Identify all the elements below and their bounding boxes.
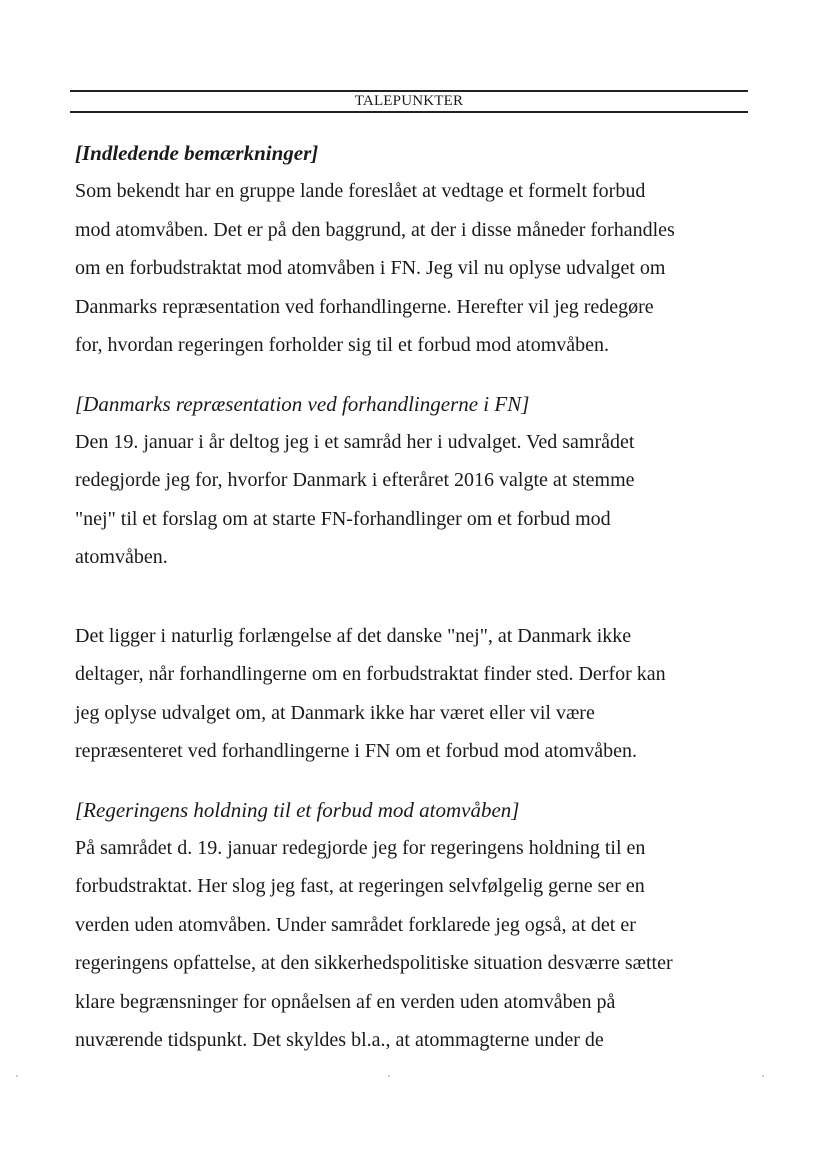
scan-speck xyxy=(388,1075,390,1077)
text-line: for, hvordan regeringen forholder sig til et forbud mod atomvåben. xyxy=(75,334,610,356)
paragraph xyxy=(75,423,755,577)
header-title: TALEPUNKTER xyxy=(354,93,464,109)
document-body xyxy=(75,134,755,1060)
section-heading: [Danmarks repræsentation ved forhandlingerne i FN] xyxy=(75,391,530,416)
page-header xyxy=(70,90,748,118)
text-line: redegjorde jeg for, hvorfor Danmark i efteråret 2016 valgte at stemme xyxy=(75,469,635,491)
paragraph xyxy=(75,617,755,771)
section-heading: [Regeringens holdning til et forbud mod atomvåben] xyxy=(75,797,520,822)
text-line: jeg oplyse udvalget om, at Danmark ikke har været eller vil være xyxy=(75,701,595,724)
section-heading: [Indledende bemærkninger] xyxy=(75,141,319,165)
text-line: mod atomvåben. Det er på den baggrund, at der i disse måneder forhandles xyxy=(75,218,675,241)
scan-speck xyxy=(762,1075,764,1077)
paragraph-spacer xyxy=(75,577,755,617)
section-spacer xyxy=(75,771,755,791)
text-line: Det ligger i naturlig forlængelse af det danske "nej", at Danmark ikke xyxy=(75,624,632,647)
scan-speck xyxy=(16,1075,18,1077)
text-line: Den 19. januar i år deltog jeg i et samråd her i udvalget. Ved samrådet xyxy=(75,430,635,453)
section-denmark-representation xyxy=(75,385,755,771)
section-spacer xyxy=(75,365,755,385)
text-line: om en forbudstraktat mod atomvåben i FN. Jeg vil nu oplyse udvalget om xyxy=(75,257,666,279)
text-line: På samrådet d. 19. januar redegjorde jeg for regeringens holdning til en xyxy=(75,836,646,859)
paragraph xyxy=(75,172,755,365)
text-line: verden uden atomvåben. Under samrådet forklarede jeg også, at det er xyxy=(75,913,636,936)
text-line: atomvåben. xyxy=(75,546,168,568)
section-government-position xyxy=(75,791,755,1060)
text-line: repræsenteret ved forhandlingerne i FN om et forbud mod atomvåben. xyxy=(75,740,638,762)
section-introductory-remarks xyxy=(75,134,755,365)
header-bottom-rule xyxy=(70,111,748,113)
text-line: Som bekendt har en gruppe lande foreslået at vedtage et formelt forbud xyxy=(75,180,646,202)
paragraph xyxy=(75,829,755,1060)
text-line: "nej" til et forslag om at starte FN-forhandlinger om et forbud mod xyxy=(75,507,611,530)
text-line: deltager, når forhandlingerne om en forbudstraktat finder sted. Derfor kan xyxy=(75,663,666,685)
text-line: nuværende tidspunkt. Det skyldes bl.a., at atommagterne under de xyxy=(75,1029,604,1051)
text-line: klare begrænsninger for opnåelsen af en verden uden atomvåben på xyxy=(75,990,616,1013)
text-line: regeringens opfattelse, at den sikkerhedspolitiske situation desværre sætter xyxy=(75,952,673,974)
text-line: Danmarks repræsentation ved forhandlingerne. Herefter vil jeg redegøre xyxy=(75,295,654,318)
text-line: forbudstraktat. Her slog jeg fast, at regeringen selvfølgelig gerne ser en xyxy=(75,875,645,897)
